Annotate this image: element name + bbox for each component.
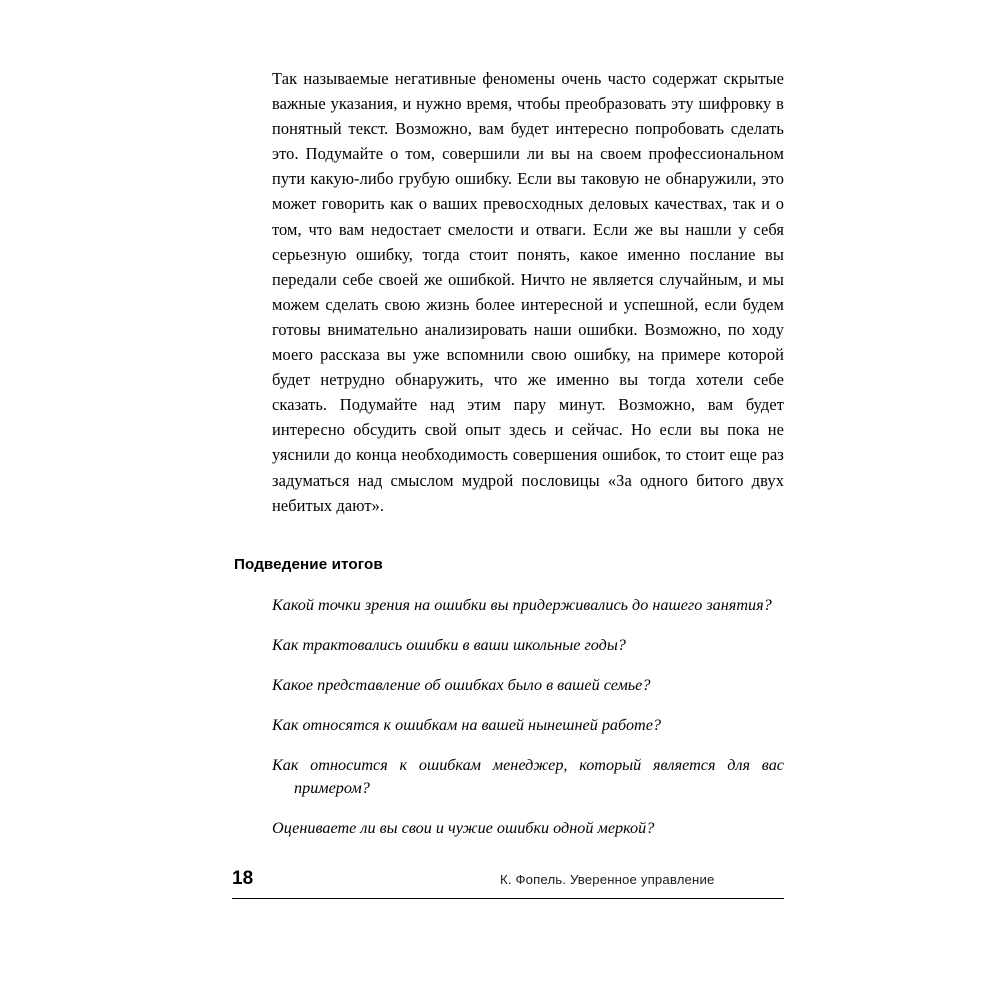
- list-item: Как трактовались ошибки в ваши школьные годы?: [272, 635, 626, 654]
- page-content: [234, 66, 784, 857]
- running-title: К. Фопель. Уверенное управление: [500, 872, 715, 887]
- footer-divider: [232, 898, 784, 899]
- summary-questions-list: [272, 594, 784, 840]
- list-item: Оцениваете ли вы свои и чужие ошибки одной меркой?: [272, 818, 655, 837]
- list-item: Как относится к ошибкам менеджер, который является для вас примером?: [272, 755, 784, 797]
- page-number: 18: [232, 868, 254, 889]
- page-footer: [232, 868, 784, 890]
- list-item: Как относятся к ошибкам на вашей нынешней работе?: [272, 715, 662, 734]
- section-heading: Подведение итогов: [234, 555, 383, 573]
- list-item: Какое представление об ошибках было в вашей семье?: [272, 675, 651, 694]
- list-item: Какой точки зрения на ошибки вы придерживались до нашего занятия?: [272, 595, 772, 614]
- body-paragraph: Так называемые негативные феномены очень часто содержат скрытые важные указания, и нужно время, чтобы преобразовать эту шифровку в понятный текст. Возможно, вам будет интересно попробовать сделать это. Подумайте о том, совершили ли вы на своем профессиональном пути какую-либо грубую ошибку. Если вы таковую не обнаружили, это может говорить как о ваших превосходных деловых качествах, так и о том, что вам недостает смелости и отваги. Если же вы нашли у себя серьезную ошибку, тогда стоит понять, какое именно послание вы передали себе своей же ошибкой. Ничто не является случайным, и мы можем сделать свою жизнь более интересной и успешной, если будем готовы внимательно анализировать наши ошибки. Возможно, по ходу моего рассказа вы уже вспомнили свою ошибку, на примере которой будет нетрудно обнаружить, что же именно вы тогда хотели себе сказать. Подумайте над этим пару минут. Возможно, вам будет интересно обсудить свой опыт здесь и сейчас. Но если вы пока не уяснили до конца необходимость совершения ошибок, то стоит еще раз задуматься над смыслом мудрой пословицы «За одного битого двух небитых дают».: [272, 69, 784, 515]
